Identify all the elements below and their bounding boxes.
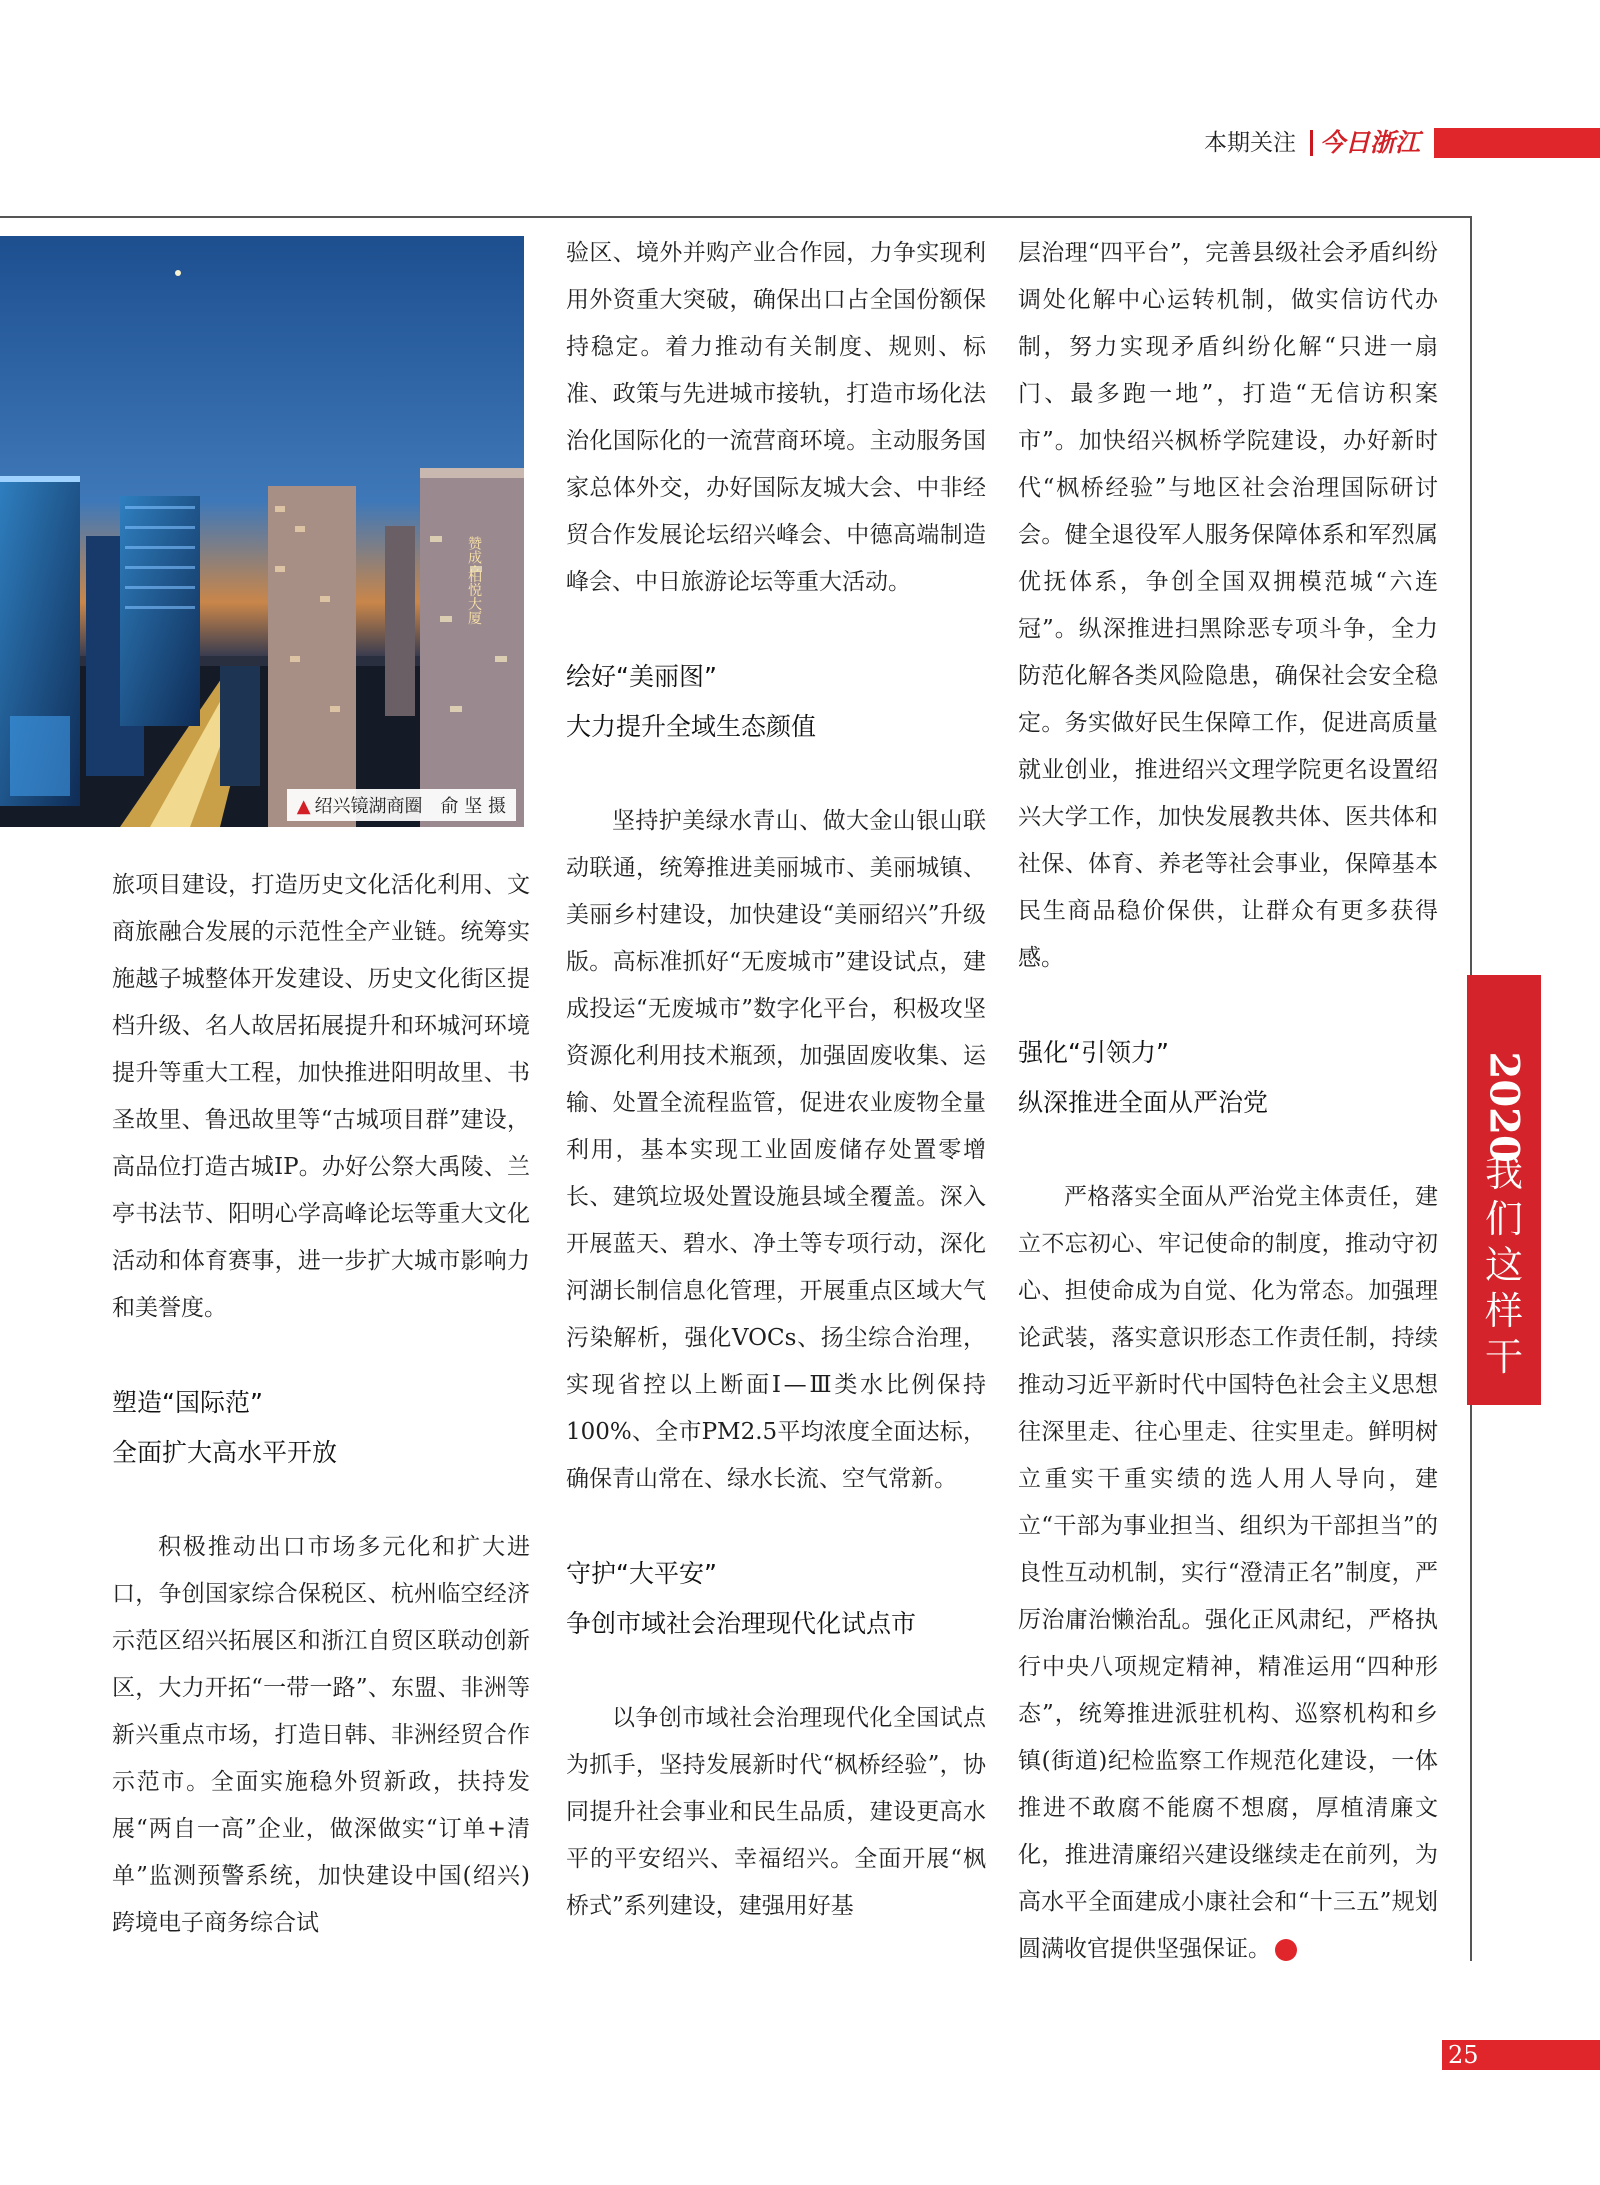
- side-tab-char: 干: [1484, 1335, 1523, 1379]
- side-tab-char: 样: [1484, 1289, 1523, 1333]
- section-subheading: 纵深推进全面从严治党: [1018, 1088, 1269, 1117]
- side-tab-char: 们: [1484, 1197, 1523, 1241]
- section-heading: 塑造“国际范”: [112, 1388, 263, 1417]
- city-skyline-illustration: [0, 236, 524, 827]
- column-3: [1018, 230, 1438, 1973]
- brand-logo: 今日浙江: [1320, 128, 1421, 157]
- paragraph: 以争创市域社会治理现代化全国试点为抓手，坚持发展新时代“枫桥经验”，协同提升社会事业和民生品质，建设更高水平的平安绍兴、幸福绍兴。全面开展“枫桥式”系列建设，建强用好基: [566, 1705, 986, 1919]
- section-heading: 绘好“美丽图”: [566, 662, 717, 691]
- page-header: [1180, 126, 1600, 160]
- paragraph: [1018, 1174, 1438, 1973]
- caption-text: 绍兴镜湖商圈 俞 坚 摄: [314, 796, 506, 817]
- paragraph: 验区、境外并购产业合作园，力争实现利用外资重大突破，确保出口占全国份额保持稳定。着力推动有关制度、规则、标准、政策与先进城市接轨，打造市场化法治化国际化的一流营商环境。主动服务国家总体外交，办好国际友城大会、中非经贸合作发展论坛绍兴峰会、中德高端制造峰会、中日旅游论坛等重大活动。: [566, 240, 986, 595]
- paragraph: 坚持护美绿水青山、做大金山银山联动联通，统筹推进美丽城市、美丽城镇、美丽乡村建设，加快建设“美丽绍兴”升级版。高标准抓好“无废城市”建设试点，建成投运“无废城市”数字化平台，积极攻坚资源化利用技术瓶颈，加强固废收集、运输、处置全流程监管，促进农业废物全量利用，基本实现工业固废储存处置零增长、建筑垃圾处置设施县域全覆盖。深入开展蓝天、碧水、净土等专项行动，深化河湖长制信息化管理，开展重点区域大气污染解析，强化VOCs、扬尘综合治理，实现省控以上断面Ⅰ—Ⅲ类水比例保持100%、全市PM2.5平均浓度全面达标，确保青山常在、绿水长流、空气常新。: [566, 808, 986, 1492]
- header-separator: [1310, 130, 1313, 156]
- building-sign-text: 赞成·柏悦大厦: [466, 536, 482, 625]
- section-heading: 强化“引领力”: [1018, 1038, 1169, 1067]
- section-subheading: 大力提升全域生态颜值: [566, 712, 817, 741]
- side-tab: [1467, 975, 1541, 1405]
- paragraph: 积极推动出口市场多元化和扩大进口，争创国家综合保税区、杭州临空经济示范区绍兴拓展区和浙江自贸区联动创新区，大力开拓“一带一路”、东盟、非洲等新兴重点市场，打造日韩、非洲经贸合作示范市。全面实施稳外贸新政，扶持发展“两自一高”企业，做深做实“订单+清单”监测预警系统，加快建设中国(绍兴)跨境电子商务综合试: [112, 1534, 530, 1936]
- section-subheading: 争创市域社会治理现代化试点市: [566, 1609, 917, 1638]
- paragraph: 旅项目建设，打造历史文化活化利用、文商旅融合发展的示范性全产业链。统筹实施越子城整体开发建设、历史文化街区提档升级、名人故居拓展提升和环城河环境提升等重大工程，加快推进阳明故里、书圣故里、鲁迅故里等“古城项目群”建设，高品位打造古城IP。办好公祭大禹陵、兰亭书法节、阳明心学高峰论坛等重大文化活动和体育赛事，进一步扩大城市影响力和美誉度。: [112, 872, 530, 1321]
- section-subheading: 全面扩大高水平开放: [112, 1438, 338, 1467]
- page-number: 25: [1448, 2041, 1479, 2069]
- end-mark-icon: 今: [1275, 1939, 1297, 1961]
- side-tab-char: 这: [1484, 1243, 1523, 1287]
- side-tab-char: 我: [1484, 1151, 1523, 1195]
- column-1: [112, 862, 530, 1947]
- city-night-photo: [0, 236, 524, 827]
- photo-caption: [287, 789, 516, 821]
- side-tab-title: [1467, 1150, 1541, 1380]
- column-2: [566, 230, 986, 1930]
- side-tab-year: 2020: [1480, 1051, 1528, 1163]
- section-heading: 守护“大平安”: [566, 1559, 717, 1588]
- top-rule: [0, 216, 1472, 218]
- header-red-bar: [1434, 128, 1600, 158]
- section-label: 本期关注: [1204, 130, 1296, 156]
- paragraph: 层治理“四平台”，完善县级社会矛盾纠纷调处化解中心运转机制，做实信访代办制，努力实现矛盾纠纷化解“只进一扇门、最多跑一地”，打造“无信访积案市”。加快绍兴枫桥学院建设，办好新时代“枫桥经验”与地区社会治理国际研讨会。健全退役军人服务保障体系和军烈属优抚体系，争创全国双拥模范城“六连冠”。纵深推进扫黑除恶专项斗争，全力防范化解各类风险隐患，确保社会安全稳定。务实做好民生保障工作，促进高质量就业创业，推进绍兴文理学院更名设置绍兴大学工作，加快发展教共体、医共体和社保、体育、养老等社会事业，保障基本民生商品稳价保供，让群众有更多获得感。: [1018, 240, 1438, 971]
- caption-triangle-icon: ▲: [296, 796, 311, 817]
- paragraph-text: 严格落实全面从严治党主体责任，建立不忘初心、牢记使命的制度，推动守初心、担使命成为自觉、化为常态。加强理论武装，落实意识形态工作责任制，持续推动习近平新时代中国特色社会主义思想往深里走、往心里走、往实里走。鲜明树立重实干重实绩的选人用人导向，建立“干部为事业担当、组织为干部担当”的良性互动机制，实行“澄清正名”制度，严厉治庸治懒治乱。强化正风肃纪，严格执行中央八项规定精神，精准运用“四种形态”，统筹推进派驻机构、巡察机构和乡镇(街道)纪检监察工作规范化建设，一体推进不敢腐不能腐不想腐，厚植清廉文化，推进清廉绍兴建设继续走在前列，为高水平全面建成小康社会和“十三五”规划圆满收官提供坚强保证。: [1018, 1184, 1438, 1962]
